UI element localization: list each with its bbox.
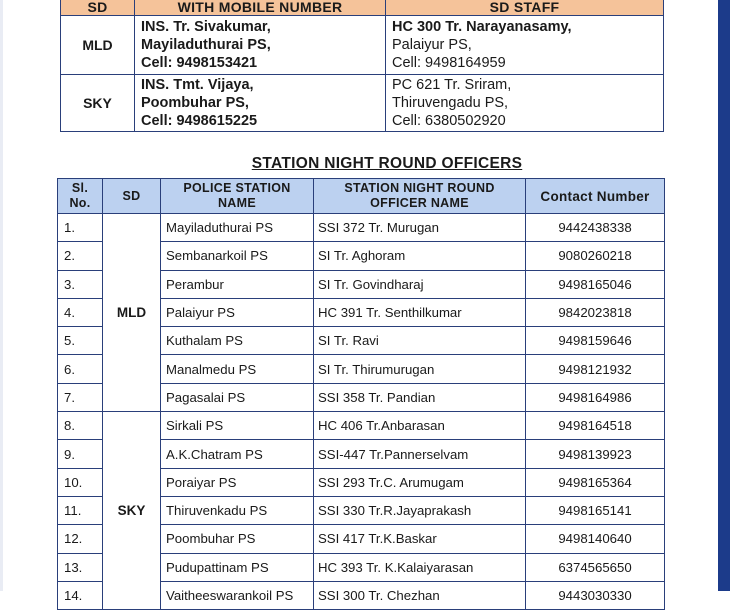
sd-staff-table	[60, 0, 664, 132]
night-round-officers-table	[57, 178, 665, 610]
serial-number: 11.	[58, 496, 103, 524]
contact-number: 9842023818	[526, 298, 665, 326]
officer-name: SSI-447 Tr.Pannerselvam	[314, 440, 526, 468]
officer-name: SI Tr. Ravi	[314, 327, 526, 355]
police-station-name: Pudupattinam PS	[161, 553, 314, 581]
header-sd: SD	[61, 0, 135, 16]
police-station-name: Kuthalam PS	[161, 327, 314, 355]
police-station-name: Palaiyur PS	[161, 298, 314, 326]
officer-name: SSI 372 Tr. Murugan	[314, 214, 526, 242]
inspector-cell-number: Cell: 9498153421	[141, 55, 258, 71]
staff-station: Palaiyur PS,	[392, 37, 472, 53]
staff-cell-number: Cell: 6380502920	[392, 113, 506, 129]
police-station-name: Thiruvenkadu PS	[161, 496, 314, 524]
serial-number: 14.	[58, 581, 103, 609]
sd-staff-row	[61, 16, 664, 75]
serial-number: 3.	[58, 270, 103, 298]
section-title: STATION NIGHT ROUND OFFICERS	[251, 155, 523, 172]
contact-number: 9498165046	[526, 270, 665, 298]
sd-staff-row	[61, 75, 664, 132]
officer-name: SI Tr. Aghoram	[314, 242, 526, 270]
officer-name: HC 391 Tr. Senthilkumar	[314, 298, 526, 326]
header-officer-line2: OFFICER NAME	[370, 196, 469, 210]
serial-number: 5.	[58, 327, 103, 355]
officer-table-body	[58, 214, 665, 610]
sd-staff-header-row	[61, 0, 664, 16]
officer-name: SSI 293 Tr.C. Arumugam	[314, 468, 526, 496]
serial-number: 13.	[58, 553, 103, 581]
table-row	[58, 214, 665, 242]
page-left-edge	[0, 0, 3, 591]
officer-name: HC 393 Tr. K.Kalaiyarasan	[314, 553, 526, 581]
staff-name: PC 621 Tr. Sriram,	[392, 77, 512, 93]
header-sno-line1: Sl.	[71, 181, 89, 195]
police-station-name: A.K.Chatram PS	[161, 440, 314, 468]
officer-name: SSI 358 Tr. Pandian	[314, 383, 526, 411]
police-station-name: Mayiladuthurai PS	[161, 214, 314, 242]
inspector-cell-number: Cell: 9498615225	[141, 113, 258, 129]
header-ins-mobile: WITH MOBILE NUMBER	[135, 0, 386, 16]
inspector-cell	[135, 16, 386, 75]
police-station-name: Pagasalai PS	[161, 383, 314, 411]
police-station-name: Sembanarkoil PS	[161, 242, 314, 270]
officer-name: SSI 417 Tr.K.Baskar	[314, 525, 526, 553]
header-officer-line1: STATION NIGHT ROUND	[344, 181, 495, 195]
serial-number: 6.	[58, 355, 103, 383]
officer-name: HC 406 Tr.Anbarasan	[314, 412, 526, 440]
serial-number: 4.	[58, 298, 103, 326]
serial-number: 7.	[58, 383, 103, 411]
contact-number: 9080260218	[526, 242, 665, 270]
contact-number: 9498159646	[526, 327, 665, 355]
sd-code: MLD	[61, 16, 135, 75]
inspector-name: INS. Tr. Sivakumar,	[141, 19, 271, 35]
sd-code: SKY	[103, 412, 161, 610]
header-officer	[314, 179, 526, 214]
header-sno-line2: No.	[69, 196, 91, 210]
header-contact: Contact Number	[526, 179, 665, 214]
serial-number: 10.	[58, 468, 103, 496]
officer-name: SSI 300 Tr. Chezhan	[314, 581, 526, 609]
contact-number: 9498165364	[526, 468, 665, 496]
serial-number: 8.	[58, 412, 103, 440]
police-station-name: Vaitheeswarankoil PS	[161, 581, 314, 609]
officer-name: SI Tr. Thirumurugan	[314, 355, 526, 383]
contact-number: 6374565650	[526, 553, 665, 581]
sd-code: MLD	[103, 214, 161, 412]
table-row	[58, 412, 665, 440]
contact-number: 9443030330	[526, 581, 665, 609]
officer-header-row	[58, 179, 665, 214]
serial-number: 1.	[58, 214, 103, 242]
police-station-name: Manalmedu PS	[161, 355, 314, 383]
contact-number: 9498164518	[526, 412, 665, 440]
serial-number: 2.	[58, 242, 103, 270]
page-right-border	[718, 0, 730, 591]
header-station-line2: NAME	[217, 196, 256, 210]
inspector-cell	[135, 75, 386, 132]
contact-number: 9498164986	[526, 383, 665, 411]
sd-code: SKY	[61, 75, 135, 132]
officer-name: SI Tr. Govindharaj	[314, 270, 526, 298]
header-sd: SD	[103, 179, 161, 214]
header-sd-staff: SD STAFF	[386, 0, 664, 16]
contact-number: 9498121932	[526, 355, 665, 383]
inspector-name: INS. Tmt. Vijaya,	[141, 77, 254, 93]
police-station-name: Poraiyar PS	[161, 468, 314, 496]
contact-number: 9498140640	[526, 525, 665, 553]
contact-number: 9498139923	[526, 440, 665, 468]
staff-cell-number: Cell: 9498164959	[392, 55, 506, 71]
contact-number: 9498165141	[526, 496, 665, 524]
contact-number: 9442438338	[526, 214, 665, 242]
officer-name: SSI 330 Tr.R.Jayaprakash	[314, 496, 526, 524]
staff-cell	[386, 75, 664, 132]
header-sno	[58, 179, 103, 214]
staff-station: Thiruvengadu PS,	[392, 95, 509, 111]
serial-number: 12.	[58, 525, 103, 553]
inspector-station: Mayiladuthurai PS,	[141, 37, 271, 53]
police-station-name: Poombuhar PS	[161, 525, 314, 553]
header-station-line1: POLICE STATION	[183, 181, 291, 195]
inspector-station: Poombuhar PS,	[141, 95, 249, 111]
header-station	[161, 179, 314, 214]
staff-cell	[386, 16, 664, 75]
serial-number: 9.	[58, 440, 103, 468]
staff-name: HC 300 Tr. Narayanasamy,	[392, 19, 572, 35]
police-station-name: Sirkali PS	[161, 412, 314, 440]
police-station-name: Perambur	[161, 270, 314, 298]
